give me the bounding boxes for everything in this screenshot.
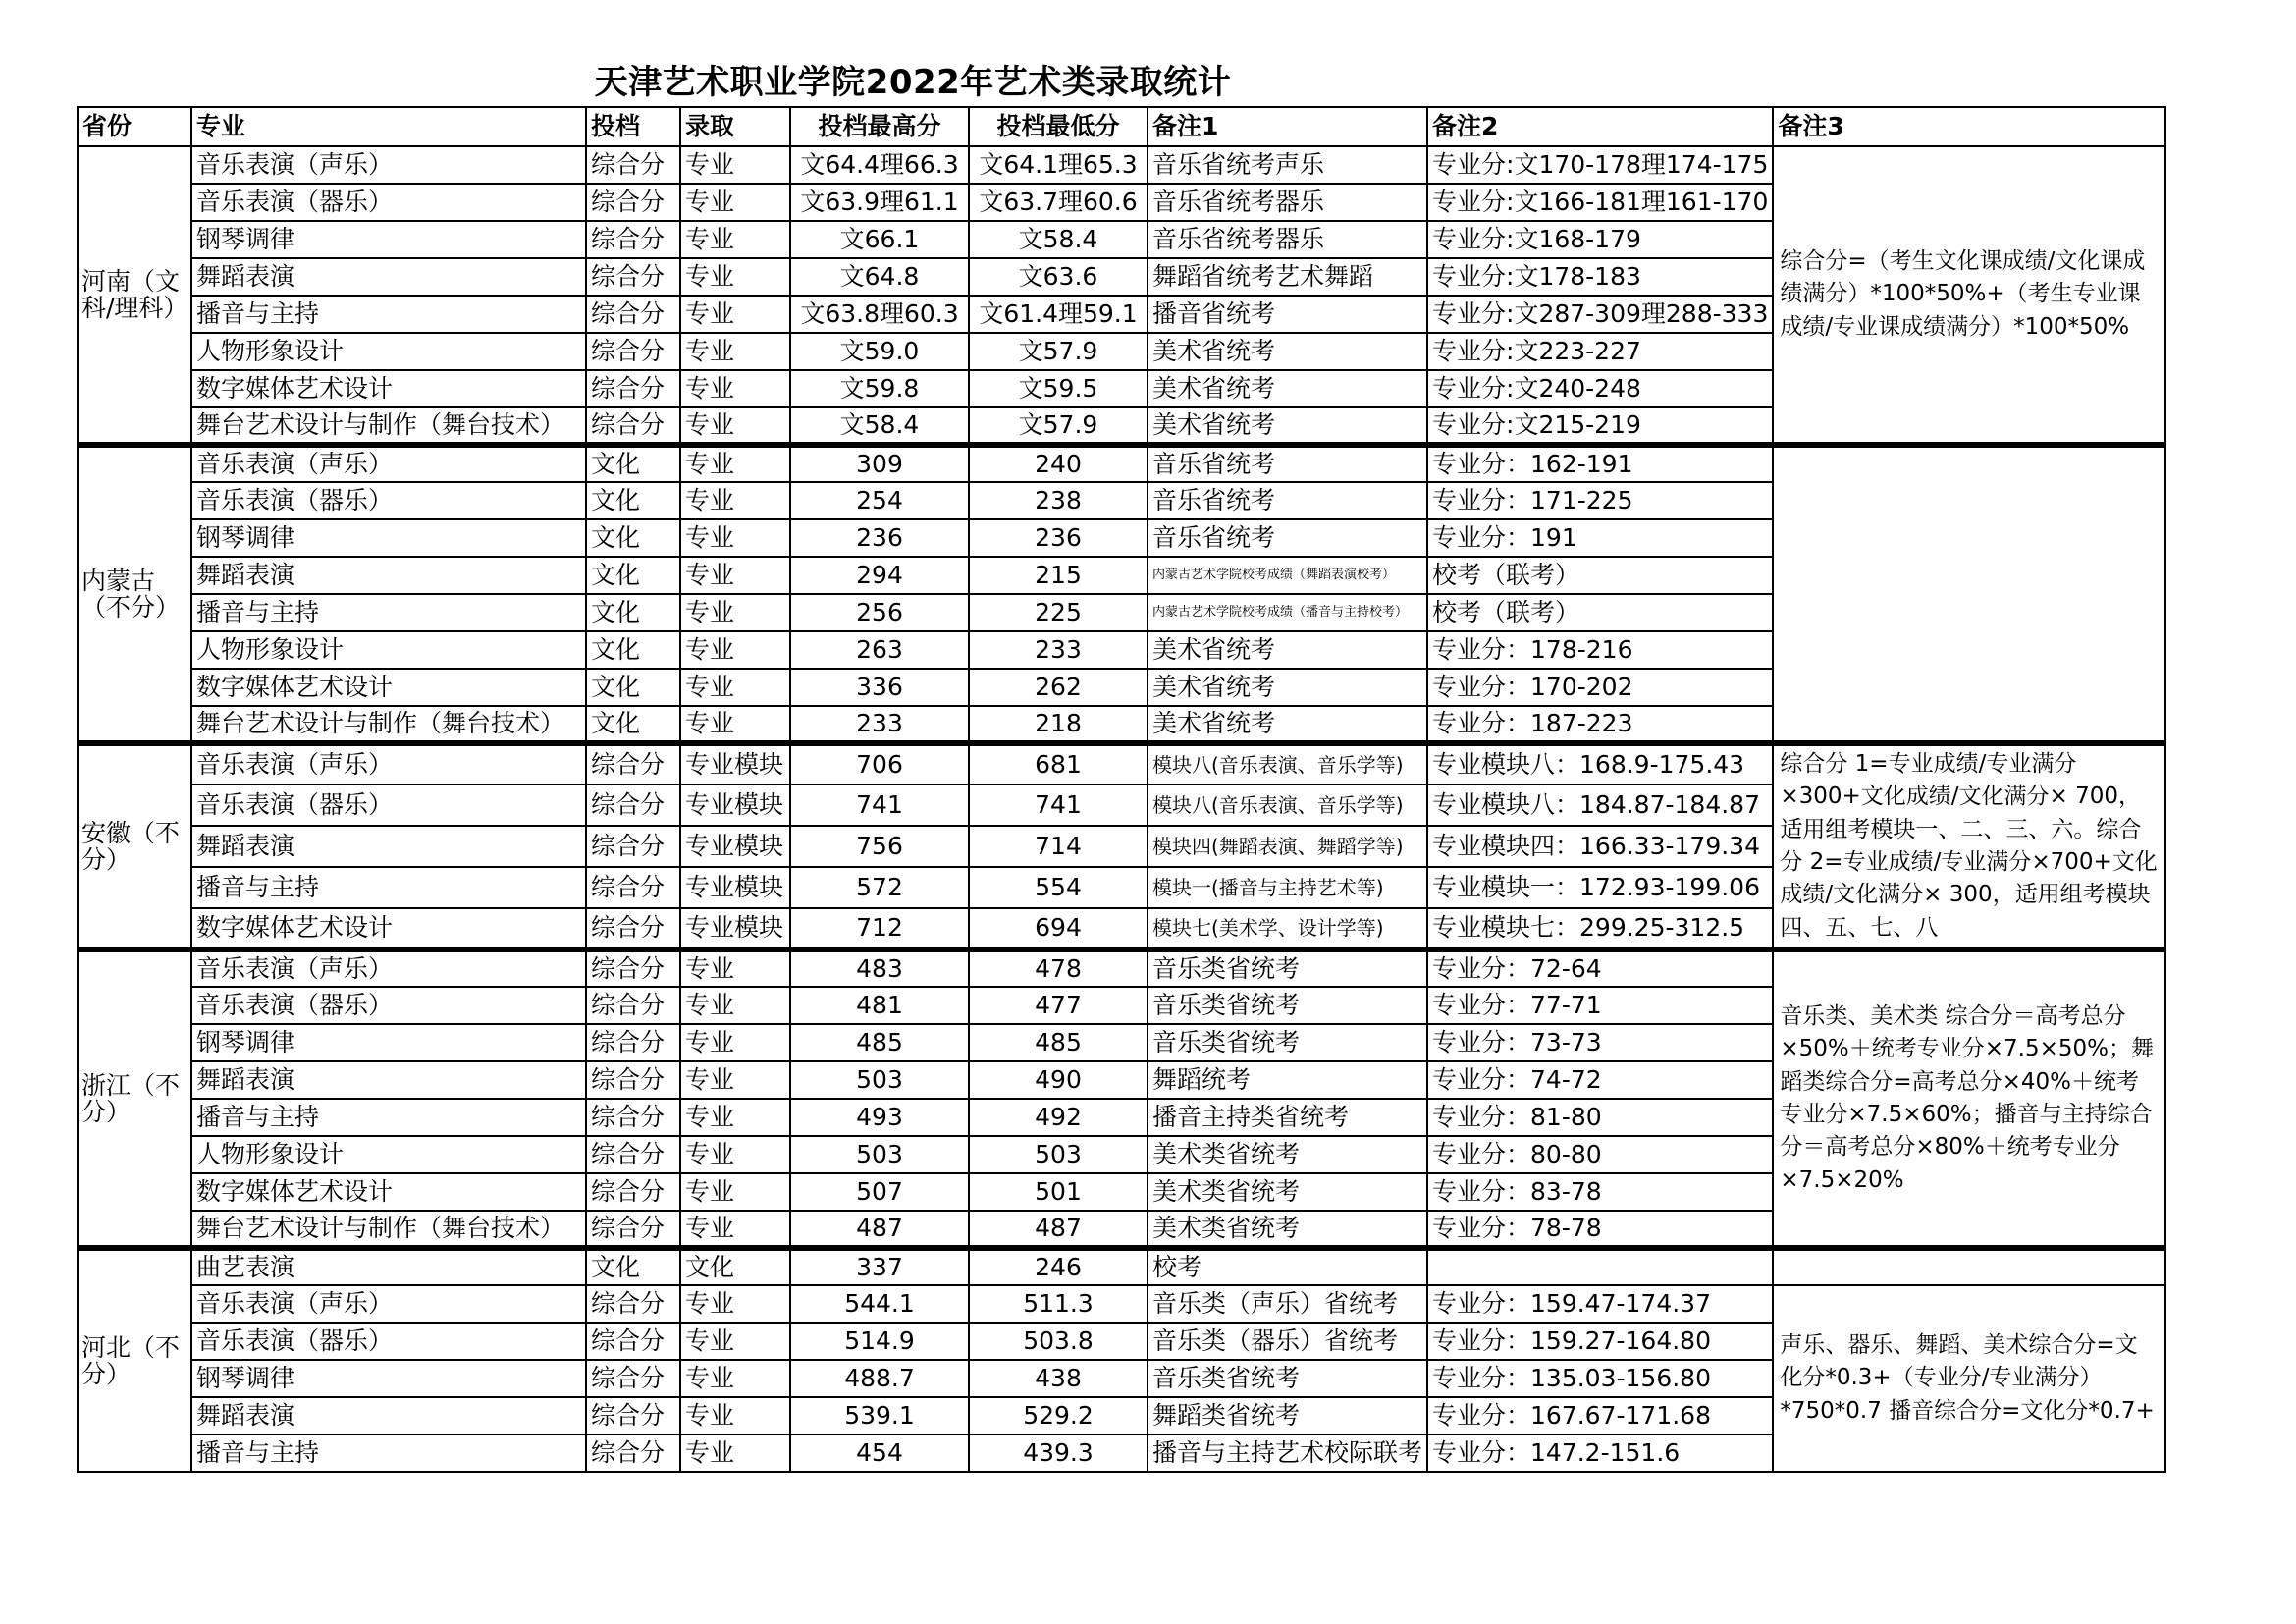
note1-cell: 校考 bbox=[1148, 1248, 1427, 1285]
lu-qu-cell: 专业 bbox=[680, 184, 790, 221]
note1-cell: 音乐类省统考 bbox=[1148, 1024, 1427, 1061]
note2-cell: 专业分：159.47-174.37 bbox=[1427, 1285, 1773, 1323]
note2-cell: 专业分:文166-181理161-170 bbox=[1427, 184, 1773, 221]
tou-dang-cell: 综合分 bbox=[586, 407, 680, 445]
note2-cell: 校考（联考） bbox=[1427, 557, 1773, 594]
table-row bbox=[78, 1285, 2165, 1323]
major-cell: 人物形象设计 bbox=[191, 1136, 586, 1173]
major-cell: 音乐表演（声乐） bbox=[191, 949, 586, 987]
lu-qu-cell: 专业 bbox=[680, 407, 790, 445]
major-cell: 曲艺表演 bbox=[191, 1248, 586, 1285]
note1-cell: 美术类省统考 bbox=[1148, 1173, 1427, 1211]
tou-dang-cell: 综合分 bbox=[586, 146, 680, 184]
note2-cell: 专业分：81-80 bbox=[1427, 1099, 1773, 1136]
note2-cell: 专业模块八：184.87-184.87 bbox=[1427, 785, 1773, 826]
lu-qu-cell: 专业 bbox=[680, 1173, 790, 1211]
max-score-cell: 文59.0 bbox=[790, 333, 969, 370]
major-cell: 数字媒体艺术设计 bbox=[191, 370, 586, 407]
note2-cell: 专业分:文240-248 bbox=[1427, 370, 1773, 407]
max-score-cell: 483 bbox=[790, 949, 969, 987]
major-cell: 人物形象设计 bbox=[191, 631, 586, 669]
major-cell: 舞蹈表演 bbox=[191, 826, 586, 867]
note1-cell: 模块八(音乐表演、音乐学等) bbox=[1148, 785, 1427, 826]
note1-cell: 音乐类省统考 bbox=[1148, 1360, 1427, 1397]
lu-qu-cell: 专业 bbox=[680, 370, 790, 407]
tou-dang-cell: 文化 bbox=[586, 594, 680, 631]
min-score-cell: 487 bbox=[969, 1211, 1148, 1248]
min-score-cell: 485 bbox=[969, 1024, 1148, 1061]
min-score-cell: 501 bbox=[969, 1173, 1148, 1211]
tou-dang-cell: 综合分 bbox=[586, 1099, 680, 1136]
major-cell: 音乐表演（声乐） bbox=[191, 146, 586, 184]
major-cell: 舞蹈表演 bbox=[191, 1061, 586, 1099]
lu-qu-cell: 专业 bbox=[680, 1024, 790, 1061]
min-score-cell: 490 bbox=[969, 1061, 1148, 1099]
max-score-cell: 263 bbox=[790, 631, 969, 669]
note2-cell: 专业分:文168-179 bbox=[1427, 221, 1773, 258]
header-row bbox=[78, 107, 2165, 146]
lu-qu-cell: 专业 bbox=[680, 557, 790, 594]
note2-cell: 专业分:文215-219 bbox=[1427, 407, 1773, 445]
table-row bbox=[78, 445, 2165, 482]
tou-dang-cell: 综合分 bbox=[586, 184, 680, 221]
note2-cell: 专业分：83-78 bbox=[1427, 1173, 1773, 1211]
min-score-cell: 文63.6 bbox=[969, 258, 1148, 296]
min-score-cell: 240 bbox=[969, 445, 1148, 482]
max-score-cell: 488.7 bbox=[790, 1360, 969, 1397]
note1-cell: 模块一(播音与主持艺术等) bbox=[1148, 867, 1427, 908]
lu-qu-cell: 专业模块 bbox=[680, 867, 790, 908]
max-score-cell: 712 bbox=[790, 908, 969, 949]
note2-cell: 专业分：73-73 bbox=[1427, 1024, 1773, 1061]
tou-dang-cell: 综合分 bbox=[586, 1323, 680, 1360]
admission-table bbox=[77, 106, 2166, 1473]
max-score-cell: 336 bbox=[790, 669, 969, 706]
max-score-cell: 文66.1 bbox=[790, 221, 969, 258]
note3-cell: 声乐、器乐、舞蹈、美术综合分=文化分*0.3+（专业分/专业满分）*750*0.7 播音综合分=文化分*0.7+ bbox=[1773, 1285, 2165, 1472]
note1-cell: 美术省统考 bbox=[1148, 669, 1427, 706]
note2-cell: 校考（联考） bbox=[1427, 594, 1773, 631]
note1-cell: 音乐类（器乐）省统考 bbox=[1148, 1323, 1427, 1360]
lu-qu-cell: 专业 bbox=[680, 669, 790, 706]
min-score-cell: 文63.7理60.6 bbox=[969, 184, 1148, 221]
lu-qu-cell: 专业 bbox=[680, 987, 790, 1024]
tou-dang-cell: 综合分 bbox=[586, 785, 680, 826]
lu-qu-cell: 专业 bbox=[680, 482, 790, 519]
max-score-cell: 文63.9理61.1 bbox=[790, 184, 969, 221]
lu-qu-cell: 专业 bbox=[680, 1360, 790, 1397]
header-max-score: 投档最高分 bbox=[790, 107, 969, 146]
note2-cell: 专业模块一：172.93-199.06 bbox=[1427, 867, 1773, 908]
tou-dang-cell: 文化 bbox=[586, 557, 680, 594]
min-score-cell: 246 bbox=[969, 1248, 1148, 1285]
tou-dang-cell: 综合分 bbox=[586, 1173, 680, 1211]
major-cell: 钢琴调律 bbox=[191, 1024, 586, 1061]
min-score-cell: 439.3 bbox=[969, 1435, 1148, 1472]
note1-cell: 音乐省统考 bbox=[1148, 445, 1427, 482]
max-score-cell: 503 bbox=[790, 1136, 969, 1173]
min-score-cell: 741 bbox=[969, 785, 1148, 826]
min-score-cell: 681 bbox=[969, 743, 1148, 785]
min-score-cell: 477 bbox=[969, 987, 1148, 1024]
min-score-cell: 714 bbox=[969, 826, 1148, 867]
note2-cell: 专业分:文170-178理174-175 bbox=[1427, 146, 1773, 184]
note1-cell: 舞蹈类省统考 bbox=[1148, 1397, 1427, 1435]
header-province: 省份 bbox=[78, 107, 191, 146]
tou-dang-cell: 文化 bbox=[586, 519, 680, 557]
major-cell: 音乐表演（器乐） bbox=[191, 785, 586, 826]
major-cell: 钢琴调律 bbox=[191, 221, 586, 258]
max-score-cell: 454 bbox=[790, 1435, 969, 1472]
max-score-cell: 文58.4 bbox=[790, 407, 969, 445]
major-cell: 舞蹈表演 bbox=[191, 258, 586, 296]
min-score-cell: 文58.4 bbox=[969, 221, 1148, 258]
tou-dang-cell: 综合分 bbox=[586, 296, 680, 333]
min-score-cell: 492 bbox=[969, 1099, 1148, 1136]
note2-cell: 专业分：80-80 bbox=[1427, 1136, 1773, 1173]
header-min-score: 投档最低分 bbox=[969, 107, 1148, 146]
max-score-cell: 文64.4理66.3 bbox=[790, 146, 969, 184]
max-score-cell: 485 bbox=[790, 1024, 969, 1061]
note2-cell: 专业分：74-72 bbox=[1427, 1061, 1773, 1099]
note1-cell: 音乐类省统考 bbox=[1148, 987, 1427, 1024]
note2-cell: 专业分：167.67-171.68 bbox=[1427, 1397, 1773, 1435]
max-score-cell: 文64.8 bbox=[790, 258, 969, 296]
max-score-cell: 539.1 bbox=[790, 1397, 969, 1435]
min-score-cell: 236 bbox=[969, 519, 1148, 557]
province-cell: 内蒙古（不分） bbox=[78, 445, 191, 743]
lu-qu-cell: 专业 bbox=[680, 949, 790, 987]
tou-dang-cell: 综合分 bbox=[586, 743, 680, 785]
min-score-cell: 529.2 bbox=[969, 1397, 1148, 1435]
tou-dang-cell: 综合分 bbox=[586, 1024, 680, 1061]
note1-cell: 音乐省统考器乐 bbox=[1148, 184, 1427, 221]
tou-dang-cell: 综合分 bbox=[586, 908, 680, 949]
min-score-cell: 262 bbox=[969, 669, 1148, 706]
major-cell: 音乐表演（器乐） bbox=[191, 987, 586, 1024]
note1-cell: 内蒙古艺术学院校考成绩（舞蹈表演校考） bbox=[1148, 557, 1427, 594]
province-cell: 河北（不分） bbox=[78, 1248, 191, 1472]
min-score-cell: 225 bbox=[969, 594, 1148, 631]
lu-qu-cell: 专业 bbox=[680, 1285, 790, 1323]
note2-cell: 专业分：170-202 bbox=[1427, 669, 1773, 706]
note1-cell: 播音与主持艺术校际联考 bbox=[1148, 1435, 1427, 1472]
note1-cell: 音乐省统考 bbox=[1148, 482, 1427, 519]
lu-qu-cell: 专业 bbox=[680, 333, 790, 370]
max-score-cell: 503 bbox=[790, 1061, 969, 1099]
max-score-cell: 514.9 bbox=[790, 1323, 969, 1360]
tou-dang-cell: 综合分 bbox=[586, 1211, 680, 1248]
lu-qu-cell: 专业 bbox=[680, 1061, 790, 1099]
note3-cell bbox=[1773, 1248, 2165, 1285]
major-cell: 播音与主持 bbox=[191, 867, 586, 908]
note1-cell: 播音主持类省统考 bbox=[1148, 1099, 1427, 1136]
max-score-cell: 256 bbox=[790, 594, 969, 631]
header-tou-dang: 投档 bbox=[586, 107, 680, 146]
major-cell: 音乐表演（器乐） bbox=[191, 1323, 586, 1360]
note1-cell: 播音省统考 bbox=[1148, 296, 1427, 333]
tou-dang-cell: 综合分 bbox=[586, 1360, 680, 1397]
note1-cell: 音乐省统考器乐 bbox=[1148, 221, 1427, 258]
min-score-cell: 503.8 bbox=[969, 1323, 1148, 1360]
page-title: 天津艺术职业学院2022年艺术类录取统计 bbox=[594, 63, 1232, 102]
min-score-cell: 503 bbox=[969, 1136, 1148, 1173]
lu-qu-cell: 专业 bbox=[680, 1323, 790, 1360]
lu-qu-cell: 专业 bbox=[680, 221, 790, 258]
lu-qu-cell: 专业模块 bbox=[680, 826, 790, 867]
note2-cell: 专业模块四：166.33-179.34 bbox=[1427, 826, 1773, 867]
tou-dang-cell: 综合分 bbox=[586, 1397, 680, 1435]
note2-cell: 专业分:文287-309理288-333 bbox=[1427, 296, 1773, 333]
tou-dang-cell: 综合分 bbox=[586, 949, 680, 987]
note2-cell: 专业分：178-216 bbox=[1427, 631, 1773, 669]
min-score-cell: 233 bbox=[969, 631, 1148, 669]
lu-qu-cell: 专业 bbox=[680, 631, 790, 669]
min-score-cell: 文59.5 bbox=[969, 370, 1148, 407]
table-row bbox=[78, 1248, 2165, 1285]
max-score-cell: 493 bbox=[790, 1099, 969, 1136]
major-cell: 播音与主持 bbox=[191, 296, 586, 333]
max-score-cell: 294 bbox=[790, 557, 969, 594]
tou-dang-cell: 综合分 bbox=[586, 1136, 680, 1173]
lu-qu-cell: 专业模块 bbox=[680, 785, 790, 826]
note2-cell: 专业分：187-223 bbox=[1427, 706, 1773, 743]
note2-cell: 专业分：171-225 bbox=[1427, 482, 1773, 519]
lu-qu-cell: 专业 bbox=[680, 706, 790, 743]
tou-dang-cell: 综合分 bbox=[586, 1435, 680, 1472]
min-score-cell: 511.3 bbox=[969, 1285, 1148, 1323]
lu-qu-cell: 文化 bbox=[680, 1248, 790, 1285]
max-score-cell: 309 bbox=[790, 445, 969, 482]
note1-cell: 美术类省统考 bbox=[1148, 1211, 1427, 1248]
tou-dang-cell: 文化 bbox=[586, 482, 680, 519]
max-score-cell: 481 bbox=[790, 987, 969, 1024]
max-score-cell: 706 bbox=[790, 743, 969, 785]
note2-cell: 专业分：78-78 bbox=[1427, 1211, 1773, 1248]
min-score-cell: 文57.9 bbox=[969, 407, 1148, 445]
min-score-cell: 554 bbox=[969, 867, 1148, 908]
tou-dang-cell: 综合分 bbox=[586, 1285, 680, 1323]
province-cell: 浙江（不分） bbox=[78, 949, 191, 1248]
note1-cell: 内蒙古艺术学院校考成绩（播音与主持校考） bbox=[1148, 594, 1427, 631]
lu-qu-cell: 专业 bbox=[680, 519, 790, 557]
max-score-cell: 507 bbox=[790, 1173, 969, 1211]
lu-qu-cell: 专业 bbox=[680, 594, 790, 631]
major-cell: 音乐表演（声乐） bbox=[191, 445, 586, 482]
min-score-cell: 文61.4理59.1 bbox=[969, 296, 1148, 333]
note2-cell: 专业模块八：168.9-175.43 bbox=[1427, 743, 1773, 785]
note1-cell: 美术省统考 bbox=[1148, 706, 1427, 743]
max-score-cell: 233 bbox=[790, 706, 969, 743]
tou-dang-cell: 综合分 bbox=[586, 867, 680, 908]
tou-dang-cell: 文化 bbox=[586, 631, 680, 669]
note2-cell: 专业分：135.03-156.80 bbox=[1427, 1360, 1773, 1397]
lu-qu-cell: 专业 bbox=[680, 296, 790, 333]
major-cell: 舞台艺术设计与制作（舞台技术） bbox=[191, 1211, 586, 1248]
table-row bbox=[78, 743, 2165, 785]
major-cell: 钢琴调律 bbox=[191, 1360, 586, 1397]
major-cell: 舞蹈表演 bbox=[191, 557, 586, 594]
note2-cell: 专业分：191 bbox=[1427, 519, 1773, 557]
note1-cell: 模块四(舞蹈表演、舞蹈学等) bbox=[1148, 826, 1427, 867]
max-score-cell: 文59.8 bbox=[790, 370, 969, 407]
lu-qu-cell: 专业 bbox=[680, 258, 790, 296]
note1-cell: 模块七(美术学、设计学等) bbox=[1148, 908, 1427, 949]
max-score-cell: 572 bbox=[790, 867, 969, 908]
note3-cell: 综合分=（考生文化课成绩/文化课成绩满分）*100*50%+（考生专业课成绩/专业课成绩满分）*100*50% bbox=[1773, 146, 2165, 445]
note1-cell: 音乐省统考 bbox=[1148, 519, 1427, 557]
lu-qu-cell: 专业 bbox=[680, 1211, 790, 1248]
tou-dang-cell: 综合分 bbox=[586, 221, 680, 258]
note1-cell: 美术省统考 bbox=[1148, 333, 1427, 370]
note2-cell bbox=[1427, 1248, 1773, 1285]
major-cell: 音乐表演（声乐） bbox=[191, 743, 586, 785]
note1-cell: 音乐类省统考 bbox=[1148, 949, 1427, 987]
tou-dang-cell: 综合分 bbox=[586, 1061, 680, 1099]
major-cell: 人物形象设计 bbox=[191, 333, 586, 370]
min-score-cell: 478 bbox=[969, 949, 1148, 987]
min-score-cell: 238 bbox=[969, 482, 1148, 519]
tou-dang-cell: 综合分 bbox=[586, 258, 680, 296]
note1-cell: 舞蹈统考 bbox=[1148, 1061, 1427, 1099]
major-cell: 舞蹈表演 bbox=[191, 1397, 586, 1435]
note3-cell bbox=[1773, 445, 2165, 743]
note2-cell: 专业分：72-64 bbox=[1427, 949, 1773, 987]
header-major: 专业 bbox=[191, 107, 586, 146]
note1-cell: 美术类省统考 bbox=[1148, 1136, 1427, 1173]
header-note3: 备注3 bbox=[1773, 107, 2165, 146]
major-cell: 音乐表演（器乐） bbox=[191, 184, 586, 221]
note1-cell: 音乐省统考声乐 bbox=[1148, 146, 1427, 184]
tou-dang-cell: 综合分 bbox=[586, 333, 680, 370]
note2-cell: 专业分：159.27-164.80 bbox=[1427, 1323, 1773, 1360]
note2-cell: 专业分:文178-183 bbox=[1427, 258, 1773, 296]
major-cell: 舞台艺术设计与制作（舞台技术） bbox=[191, 407, 586, 445]
major-cell: 播音与主持 bbox=[191, 1099, 586, 1136]
min-score-cell: 218 bbox=[969, 706, 1148, 743]
lu-qu-cell: 专业 bbox=[680, 1136, 790, 1173]
province-cell: 河南（文科/理科） bbox=[78, 146, 191, 445]
note2-cell: 专业分：162-191 bbox=[1427, 445, 1773, 482]
lu-qu-cell: 专业模块 bbox=[680, 743, 790, 785]
max-score-cell: 236 bbox=[790, 519, 969, 557]
min-score-cell: 文57.9 bbox=[969, 333, 1148, 370]
lu-qu-cell: 专业 bbox=[680, 1099, 790, 1136]
min-score-cell: 文64.1理65.3 bbox=[969, 146, 1148, 184]
max-score-cell: 254 bbox=[790, 482, 969, 519]
lu-qu-cell: 专业 bbox=[680, 146, 790, 184]
note2-cell: 专业分：77-71 bbox=[1427, 987, 1773, 1024]
note1-cell: 美术省统考 bbox=[1148, 370, 1427, 407]
table-row bbox=[78, 949, 2165, 987]
major-cell: 数字媒体艺术设计 bbox=[191, 669, 586, 706]
max-score-cell: 487 bbox=[790, 1211, 969, 1248]
note1-cell: 舞蹈省统考艺术舞蹈 bbox=[1148, 258, 1427, 296]
max-score-cell: 741 bbox=[790, 785, 969, 826]
max-score-cell: 337 bbox=[790, 1248, 969, 1285]
lu-qu-cell: 专业 bbox=[680, 1397, 790, 1435]
table-row bbox=[78, 146, 2165, 184]
min-score-cell: 694 bbox=[969, 908, 1148, 949]
tou-dang-cell: 综合分 bbox=[586, 370, 680, 407]
note1-cell: 音乐类（声乐）省统考 bbox=[1148, 1285, 1427, 1323]
min-score-cell: 438 bbox=[969, 1360, 1148, 1397]
note2-cell: 专业模块七：299.25-312.5 bbox=[1427, 908, 1773, 949]
lu-qu-cell: 专业 bbox=[680, 1435, 790, 1472]
note2-cell: 专业分:文223-227 bbox=[1427, 333, 1773, 370]
tou-dang-cell: 文化 bbox=[586, 445, 680, 482]
note2-cell: 专业分：147.2-151.6 bbox=[1427, 1435, 1773, 1472]
tou-dang-cell: 综合分 bbox=[586, 826, 680, 867]
header-note2: 备注2 bbox=[1427, 107, 1773, 146]
max-score-cell: 544.1 bbox=[790, 1285, 969, 1323]
major-cell: 钢琴调律 bbox=[191, 519, 586, 557]
major-cell: 数字媒体艺术设计 bbox=[191, 908, 586, 949]
lu-qu-cell: 专业模块 bbox=[680, 908, 790, 949]
max-score-cell: 756 bbox=[790, 826, 969, 867]
min-score-cell: 215 bbox=[969, 557, 1148, 594]
note3-cell: 音乐类、美术类 综合分＝高考总分×50%＋统考专业分×7.5×50%；舞蹈类综合分=高考总分×40%＋统考专业分×7.5×60%；播音与主持综合分＝高考总分×80%＋统考专业分×7.5×20% bbox=[1773, 949, 2165, 1248]
major-cell: 音乐表演（器乐） bbox=[191, 482, 586, 519]
tou-dang-cell: 文化 bbox=[586, 669, 680, 706]
major-cell: 音乐表演（声乐） bbox=[191, 1285, 586, 1323]
max-score-cell: 文63.8理60.3 bbox=[790, 296, 969, 333]
header-note1: 备注1 bbox=[1148, 107, 1427, 146]
header-lu-qu: 录取 bbox=[680, 107, 790, 146]
major-cell: 数字媒体艺术设计 bbox=[191, 1173, 586, 1211]
tou-dang-cell: 综合分 bbox=[586, 987, 680, 1024]
note1-cell: 模块八(音乐表演、音乐学等) bbox=[1148, 743, 1427, 785]
tou-dang-cell: 文化 bbox=[586, 1248, 680, 1285]
province-cell: 安徽（不分） bbox=[78, 743, 191, 949]
tou-dang-cell: 文化 bbox=[586, 706, 680, 743]
major-cell: 播音与主持 bbox=[191, 594, 586, 631]
note3-cell: 综合分 1=专业成绩/专业满分×300+文化成绩/文化满分× 700，适用组考模块一、二、三、六。综合分 2=专业成绩/专业满分×700+文化成绩/文化满分× 300，适用组考模块四、五、七、八 bbox=[1773, 743, 2165, 949]
note1-cell: 美术省统考 bbox=[1148, 407, 1427, 445]
lu-qu-cell: 专业 bbox=[680, 445, 790, 482]
major-cell: 播音与主持 bbox=[191, 1435, 586, 1472]
note1-cell: 美术省统考 bbox=[1148, 631, 1427, 669]
major-cell: 舞台艺术设计与制作（舞台技术） bbox=[191, 706, 586, 743]
